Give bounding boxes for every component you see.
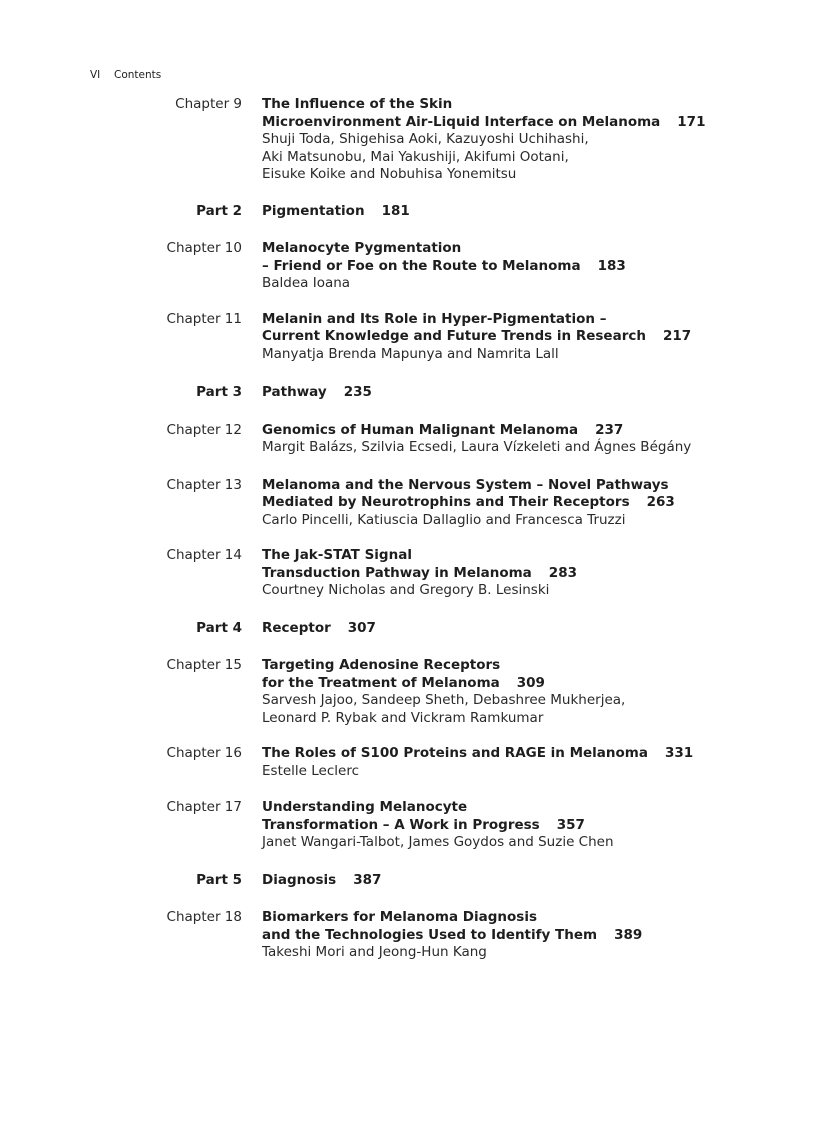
entry-title-line [262,565,782,583]
entry-body [262,547,782,600]
entry-authors-line: Aki Matsunobu, Mai Yakushiji, Akifumi Ootani, [262,148,569,165]
chapter-entry [0,311,816,364]
table-of-contents [0,96,816,962]
chapter-label: Chapter 17 [166,799,242,815]
entry-title-text: The Influence of the Skin [262,96,453,112]
entry-page-number: 357 [556,816,585,833]
entry-page-number: 171 [677,113,706,130]
entry-title-line [262,422,782,440]
entry-title-line [262,657,782,675]
chapter-label: Chapter 16 [166,745,242,761]
entry-title-line [262,745,782,763]
entry-body [262,909,782,962]
entry-body [262,384,782,402]
entry-title-text: Genomics of Human Malignant Melanoma [262,421,579,438]
chapter-entry [0,477,816,530]
entry-title-text: Transformation – A Work in Progress [262,816,540,833]
entry-authors-line: Estelle Leclerc [262,762,360,779]
entry-title-text: The Roles of S100 Proteins and RAGE in Melanoma [262,745,648,761]
entry-body [262,240,782,293]
entry-title-text: Mediated by Neurotrophins and Their Receptors [262,494,630,510]
chapter-label: Chapter 11 [166,310,242,327]
part-entry [0,872,816,890]
entry-title-line [262,114,782,132]
entry-title-line [262,96,782,114]
entry-title-line [262,817,782,835]
entry-title-text: and the Technologies Used to Identify Them [262,926,598,943]
entry-authors-line: Manyatja Brenda Mapunya and Namrita Lall [262,345,559,362]
entry-authors-line: Shuji Toda, Shigehisa Aoki, Kazuyoshi Uchihashi, [262,131,589,147]
entry-title-text: Diagnosis [262,871,337,888]
entry-title-text: Biomarkers for Melanoma Diagnosis [262,909,537,925]
chapter-label: Chapter 9 [175,96,242,112]
entry-body [262,422,782,457]
entry-page-number: 217 [662,328,692,344]
part-entry [0,620,816,638]
entry-body [262,311,782,364]
part-label: Part 5 [196,871,242,888]
chapter-label: Chapter 13 [166,476,242,493]
entry-title-text: Targeting Adenosine Receptors [262,657,501,673]
entry-authors-line: Eisuke Koike and Nobuhisa Yonemitsu [262,166,517,182]
entry-page-number: 235 [343,384,372,400]
chapter-label: Chapter 12 [166,421,242,438]
chapter-label: Chapter 15 [166,657,242,673]
entry-title-text: Melanin and Its Role in Hyper-Pigmentation – [262,310,607,327]
part-label: Part 4 [196,619,242,636]
entry-page-number: 283 [548,564,577,581]
entry-title-text: Receptor [262,619,331,636]
entry-title-text: Pathway [262,384,327,400]
entry-authors-line: Courtney Nicholas and Gregory B. Lesinski [262,582,550,598]
entry-title-line [262,799,782,817]
section-title: Contents [114,69,162,81]
entry-authors-line: Baldea Ioana [262,275,351,291]
entry-body [262,657,782,727]
entry-page-number: 387 [353,871,382,888]
entry-body [262,203,782,221]
entry-title-text: Microenvironment Air-Liquid Interface on Melanoma [262,113,661,130]
entry-authors-line: Margit Balázs, Szilvia Ecsedi, Laura Vízkeleti and Ágnes Bégány [262,439,692,455]
entry-authors-line: Sarvesh Jajoo, Sandeep Sheth, Debashree Mukherjea, [262,692,626,708]
chapter-entry [0,96,816,184]
entry-title-line [262,494,782,512]
entry-title-line [262,328,782,346]
entry-authors-line: Janet Wangari-Talbot, James Goydos and Suzie Chen [262,834,614,850]
entry-title-line [262,258,782,276]
chapter-label: Chapter 14 [166,547,242,563]
entry-page-number: 389 [614,926,643,943]
chapter-entry [0,240,816,293]
entry-body [262,96,782,184]
entry-body [262,799,782,852]
entry-title-line [262,927,782,945]
entry-title-line [262,384,782,402]
entry-page-number: 307 [347,619,376,636]
entry-title-line [262,311,782,329]
entry-title-line [262,620,782,638]
running-head [90,69,161,81]
entry-body [262,872,782,890]
part-label: Part 3 [196,384,242,400]
entry-authors-line: Carlo Pincelli, Katiuscia Dallaglio and Francesca Truzzi [262,511,626,528]
chapter-entry [0,909,816,962]
entry-page-number: 181 [381,202,410,219]
entry-title-line [262,675,782,693]
entry-title-line [262,240,782,258]
chapter-entry [0,799,816,852]
entry-authors-line: Takeshi Mori and Jeong-Hun Kang [262,944,487,960]
entry-title-text: Melanoma and the Nervous System – Novel Pathways [262,476,669,493]
chapter-label: Chapter 18 [166,909,242,925]
entry-title-line [262,909,782,927]
entry-page-number: 263 [646,494,675,510]
chapter-entry [0,422,816,457]
entry-title-line [262,872,782,890]
page-number: VI [90,69,101,81]
entry-page-number: 309 [516,674,545,691]
entry-page-number: 237 [595,421,624,438]
part-label: Part 2 [196,202,242,219]
entry-page-number: 183 [597,257,626,274]
entry-body [262,745,782,780]
entry-body [262,477,782,530]
chapter-label: Chapter 10 [166,240,242,256]
entry-title-line [262,547,782,565]
part-entry [0,384,816,402]
entry-title-line [262,477,782,495]
chapter-entry [0,745,816,780]
entry-title-line [262,203,782,221]
entry-title-text: Understanding Melanocyte [262,799,468,815]
part-entry [0,203,816,221]
chapter-entry [0,547,816,600]
entry-body [262,620,782,638]
entry-authors-line: Leonard P. Rybak and Vickram Ramkumar [262,709,544,726]
entry-title-text: Current Knowledge and Future Trends in Research [262,328,646,344]
entry-title-text: for the Treatment of Melanoma [262,674,500,691]
entry-title-text: The Jak-STAT Signal [262,547,412,563]
chapter-entry [0,657,816,727]
entry-title-text: Melanocyte Pygmentation [262,240,462,256]
entry-title-text: Pigmentation [262,202,365,219]
entry-page-number: 331 [664,745,694,761]
entry-title-text: Transduction Pathway in Melanoma [262,564,532,581]
entry-title-text: – Friend or Foe on the Route to Melanoma [262,257,581,274]
